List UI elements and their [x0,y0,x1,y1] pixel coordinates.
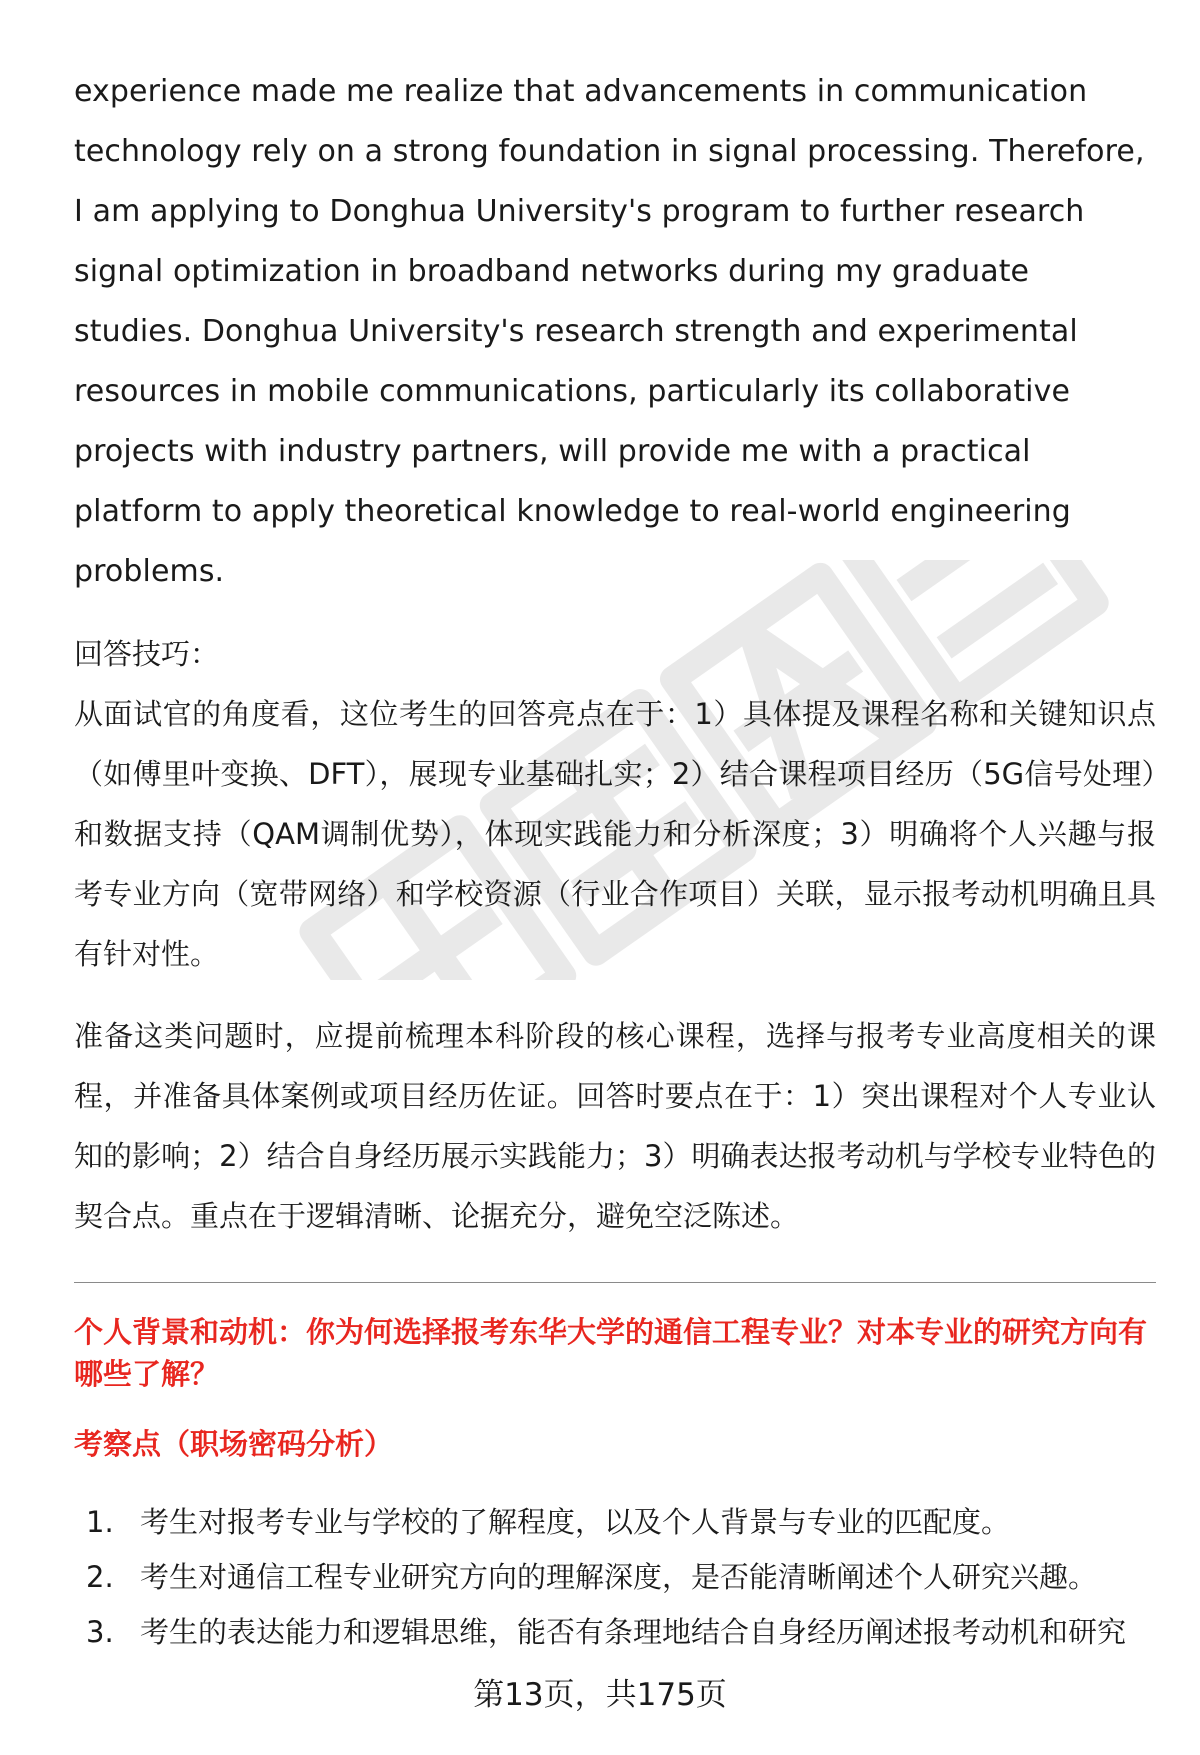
list-item [74,1605,1156,1660]
tips-paragraph-2: 准备这类问题时，应提前梳理本科阶段的核心课程，选择与报考专业高度相关的课程，并准备具体案例或项目经历佐证。回答时要点在于：1）突出课程对个人专业认知的影响；2）结合自身经历展示实践能力；3）明确表达报考动机与学校专业特色的契合点。重点在于逻辑清晰、论据充分，避免空泛陈述。 [74,1019,1156,1233]
list-item-text: 考生对通信工程专业研究方向的理解深度，是否能清晰阐述个人研究兴趣。 [140,1560,1098,1594]
list-item-text: 考生对报考专业与学校的了解程度，以及个人背景与专业的匹配度。 [140,1505,1011,1539]
list-item-number: 2. [86,1560,114,1594]
question-title: 个人背景和动机：你为何选择报考东华大学的通信工程专业？对本专业的研究方向有哪些了解？ [74,1315,1148,1391]
list-item-text: 考生的表达能力和逻辑思维，能否有条理地结合自身经历阐述报考动机和研究 [140,1615,1127,1649]
list-item-number: 3. [86,1615,114,1649]
list-item [74,1550,1156,1605]
list-item-number: 1. [86,1505,114,1539]
document-body [74,62,1156,1660]
tips-paragraph-1: 从面试官的角度看，这位考生的回答亮点在于：1）具体提及课程名称和关键知识点（如傅里叶变换、DFT），展现专业基础扎实；2）结合课程项目经历（5G信号处理）和数据支持（QAM调制优势），体现实践能力和分析深度；3）明确将个人兴趣与报考专业方向（宽带网络）和学校资源（行业合作项目）关联，显示报考动机明确且具有针对性。 [74,697,1156,971]
list-item [74,1495,1156,1550]
tips-label: 回答技巧： [74,637,220,671]
answer-english-paragraph: experience made me realize that advancements in communication technology rely on a strong foundation in signal processing. Therefore, I am applying to Donghua University's program to further research signal optimization in broadband networks during my graduate studies. Donghua University's research strength and experimental resources in mobile communications, particularly its collaborative projects with industry partners, will provide me with a practical platform to apply theoretical knowledge to real-world engineering problems. [74,74,1145,589]
page-number: 第13页，共175页 [473,1677,727,1713]
assessment-points-heading: 考察点（职场密码分析） [74,1427,394,1461]
section-divider [74,1282,1156,1283]
assessment-points-list [74,1495,1156,1660]
